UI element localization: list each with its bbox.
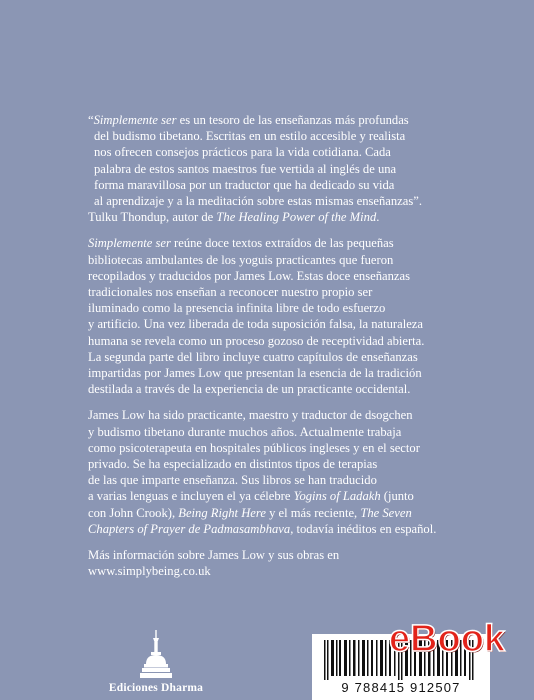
more-info: Más información sobre James Low y sus obras en www.simplybeing.co.uk — [88, 547, 468, 579]
ebook-label: eBook — [388, 618, 506, 660]
ebook-badge — [372, 618, 522, 660]
author-bio: James Low ha sido practicante, maestro y traductor de dsogchen y budismo tibetano durante muchos años. Actualmente trabaja como psicoterapeuta en hospitales públicos ingleses y en el sector privado. Se ha especializado en distintos tipos de terapias de las que imparte enseñanza. Sus libros se han traducido a varias lenguas e incluyen el ya célebre Yogins of Ladakh (junto con John Crook), Being Right Here y el más reciente, The Seven Chapters of Prayer de Padmasambhava, todavía inéditos en español. — [88, 408, 437, 536]
back-cover-text — [88, 112, 468, 589]
isbn-number: 9 788415 912507 — [341, 680, 461, 695]
quote-title: Simplemente ser — [93, 113, 177, 127]
quote-attribution: Tulku Thondup, autor de The Healing Power of the Mind. — [88, 210, 380, 225]
publisher-name: Ediciones Dharma — [108, 682, 204, 694]
publisher-logo — [96, 630, 216, 694]
stupa-icon — [140, 630, 172, 680]
praise-quote: “Simplemente ser es un tesoro de las enseñanzas más profundas del budismo tibetano. Escritas en un estilo accesible y realista nos ofrecen consejos prácticos para la vida cotidiana. Cada palabra de estos santos maestros fue vertida al inglés de una forma maravillosa por un traductor que ha dedicado su vida al aprendizaje y a la meditación sobre estas mismas enseñanzas”. Tulku Thondup, autor de The Healing Power of the Mind. — [88, 112, 468, 225]
website-url: www.simplybeing.co.uk — [88, 564, 211, 579]
book-description: Simplemente ser reúne doce textos extraídos de las pequeñas bibliotecas ambulantes de los yoguis practicantes que fueron recopilados y traducidos por James Low. Estas doce enseñanzas tradicionales nos enseñan a reconocer nuestro propio ser iluminado como la presencia infinita libre de todo esfuerzo y artificio. Una vez liberada de toda suposición falsa, la naturaleza humana se revela como un proceso gozoso de receptividad abierta. La segunda parte del libro incluye cuatro capítulos de enseñanzas impartidas por James Low que presentan la esencia de la tradición destilada a través de la experiencia de un practicante occidental. — [88, 236, 425, 397]
